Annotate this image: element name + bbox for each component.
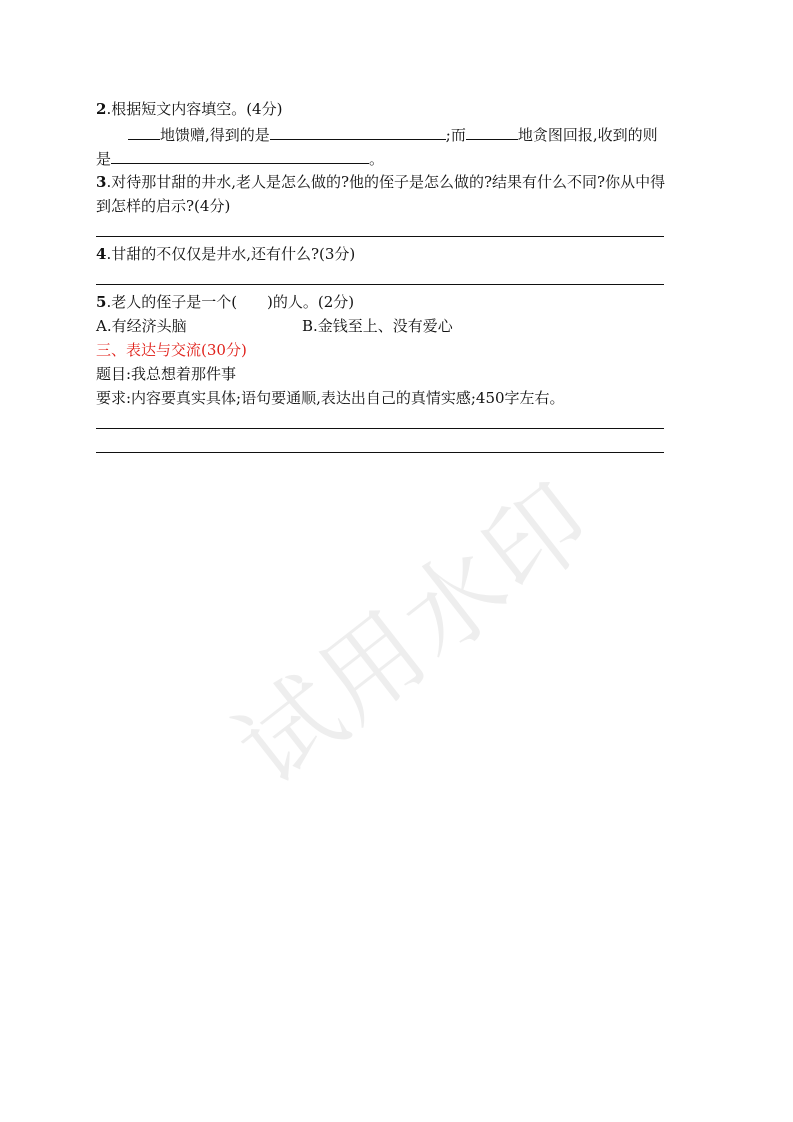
section-heading: 三、表达与交流(30分) — [96, 341, 247, 359]
fill-text: 是 — [96, 150, 112, 168]
option-letter: B — [302, 317, 314, 335]
question-text: .老人的侄子是一个( )的人。(2分) — [106, 293, 355, 311]
essay-requirement: 要求:内容要真实具体;语句要通顺,表达出自己的真情实感;450字左右。 — [96, 389, 565, 407]
answer-line[interactable] — [96, 284, 664, 285]
question-text: 到怎样的启示?(4分) — [96, 197, 231, 215]
option-a — [96, 316, 187, 336]
question-3-prompt — [96, 172, 665, 192]
question-4-prompt — [96, 244, 355, 264]
question-2-fill-line-1 — [128, 124, 658, 145]
question-number: 3 — [96, 173, 107, 191]
question-number: 5 — [96, 293, 107, 311]
essay-title: 题目:我总想着那件事 — [96, 365, 237, 383]
essay-line[interactable] — [96, 428, 664, 429]
question-text: .对待那甘甜的井水,老人是怎么做的?他的侄子是怎么做的?结果有什么不同?你从中得 — [106, 173, 666, 191]
question-text: .根据短文内容填空。(4分) — [106, 100, 283, 118]
fill-text: ;而 — [445, 126, 466, 144]
fill-text: 。 — [369, 150, 385, 168]
answer-blank[interactable] — [270, 124, 446, 140]
answer-line[interactable] — [96, 236, 664, 237]
question-text: .甘甜的不仅仅是井水,还有什么?(3分) — [106, 245, 356, 263]
option-b — [302, 316, 453, 336]
question-5-prompt — [96, 292, 354, 312]
fill-text: 地贪图回报,收到的则 — [517, 126, 658, 144]
watermark: 试用水印 — [215, 459, 616, 808]
question-2-fill-line-2 — [96, 148, 384, 169]
answer-blank[interactable] — [466, 124, 518, 140]
answer-blank[interactable] — [128, 124, 160, 140]
answer-blank[interactable] — [111, 148, 369, 164]
question-2-prompt — [96, 99, 282, 119]
option-text: .金钱至上、没有爱心 — [313, 317, 453, 335]
fill-text: 地馈赠,得到的是 — [160, 126, 270, 144]
essay-line[interactable] — [96, 452, 664, 453]
option-letter: A — [96, 317, 107, 335]
question-number: 2 — [96, 100, 107, 118]
question-number: 4 — [96, 245, 107, 263]
option-text: .有经济头脑 — [106, 317, 187, 335]
question-3-prompt-cont — [96, 196, 230, 216]
